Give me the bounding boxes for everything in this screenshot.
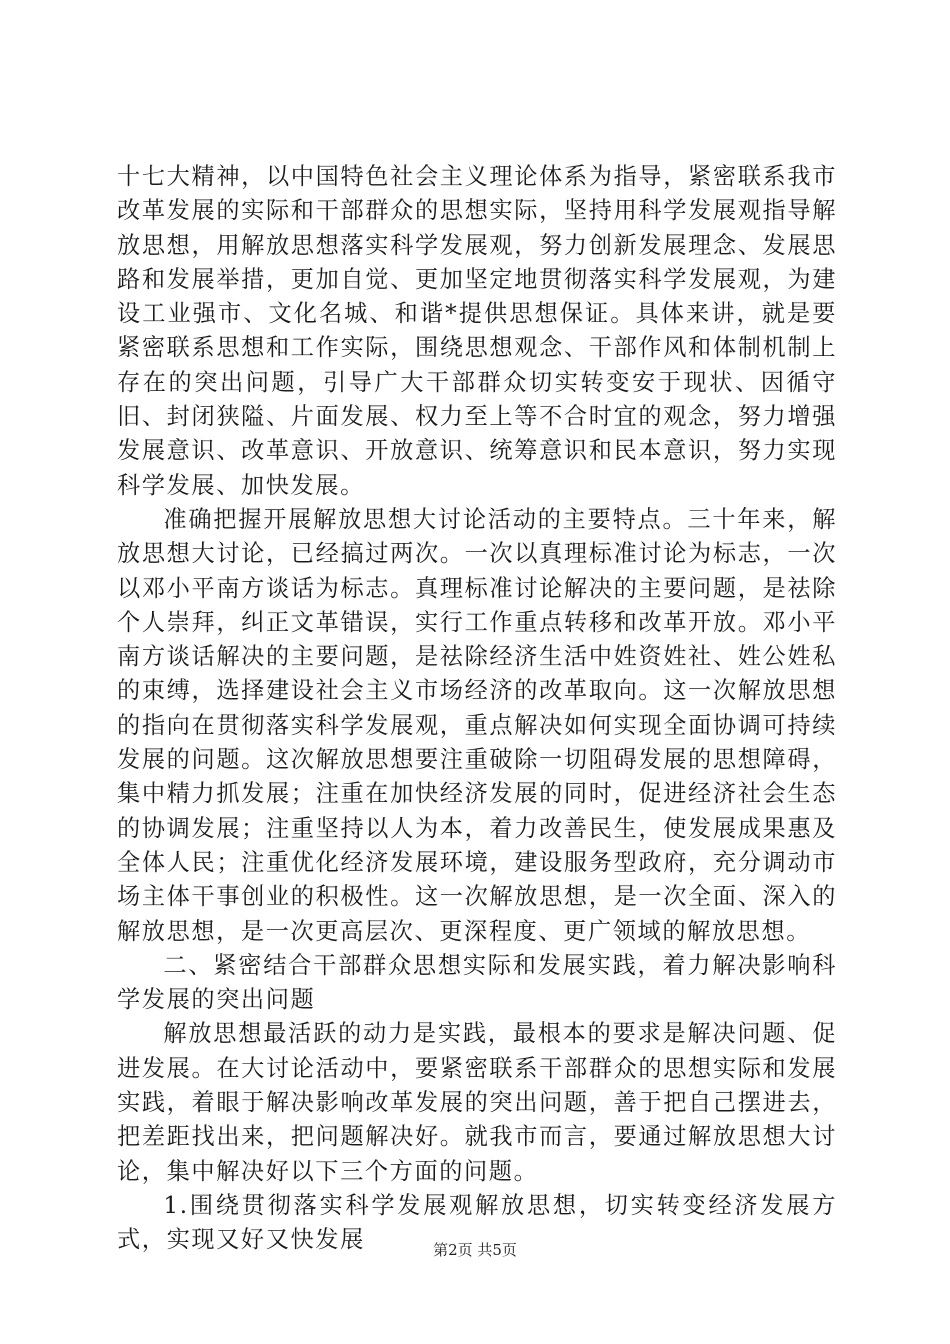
subheading-one: 1.围绕贯彻落实科学发展观解放思想，切实转变经济发展方式，实现又好又快发展 [117, 1191, 837, 1254]
page-number-footer: 第2页 共5页 [433, 1241, 517, 1259]
paragraph-continuation: 十七大精神，以中国特色社会主义理论体系为指导，紧密联系我市改革发展的实际和干部群众的思想实际，坚持用科学发展观指导解放思想，用解放思想落实科学发展观，努力创新发展理念、发展思路和发展举措，更加自觉、更加坚定地贯彻落实科学发展观，为建设工业强市、文化名城、和谐*提供思想保证。具体来讲，就是要紧密联系思想和工作实际，围绕思想观念、干部作风和体制机制上存在的突出问题，引导广大干部群众切实转变安于现状、因循守旧、封闭狭隘、片面发展、权力至上等不合时宜的观念，努力增强发展意识、改革意识、开放意识、统筹意识和民本意识，努力实现科学发展、加快发展。 [117, 163, 837, 499]
paragraph-main-features: 准确把握开展解放思想大讨论活动的主要特点。三十年来，解放思想大讨论，已经搞过两次。一次以真理标准讨论为标志，一次以邓小平南方谈话为标志。真理标准讨论解决的主要问题，是祛除个人崇拜，纠正文革错误，实行工作重点转移和改革开放。邓小平南方谈话解决的主要问题，是祛除经济生活中姓资姓社、姓公姓私的束缚，选择建设社会主义市场经济的改革取向。这一次解放思想的指向在贯彻落实科学发展观，重点解决如何实现全面协调可持续发展的问题。这次解放思想要注重破除一切阻碍发展的思想障碍，集中精力抓发展；注重在加快经济发展的同时，促进经济社会生态的协调发展；注重坚持以人为本，着力改善民生，使发展成果惠及全体人民；注重优化经济发展环境，建设服务型政府，充分调动市场主体干事创业的积极性。这一次解放思想，是一次全面、深入的解放思想，是一次更高层次、更深程度、更广领域的解放思想。 [117, 505, 837, 945]
paragraph-practice: 解放思想最活跃的动力是实践，最根本的要求是解决问题、促进发展。在大讨论活动中，要紧密联系干部群众的思想实际和发展实践，着眼于解决影响改革发展的突出问题，善于把自己摆进去，把差距找出来，把问题解决好。就我市而言，要通过解放思想大讨论，集中解决好以下三个方面的问题。 [117, 1020, 837, 1185]
section-heading-two: 二、紧密结合干部群众思想实际和发展实践，着力解决影响科学发展的突出问题 [117, 951, 837, 1014]
document-body [117, 160, 837, 1258]
